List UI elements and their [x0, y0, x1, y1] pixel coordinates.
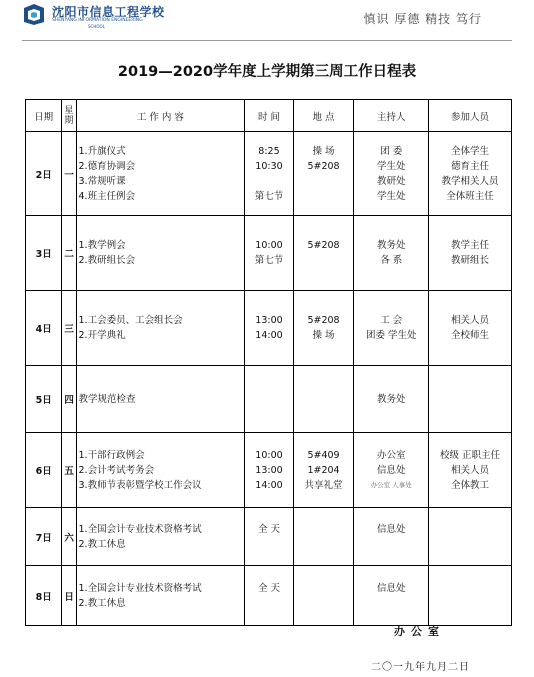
cell-work-line: 2.教工休息	[78, 597, 126, 609]
cell-place-line	[296, 174, 352, 189]
cell-participants-line: 校级 正职主任	[440, 449, 501, 461]
cell-time-line: 全 天	[257, 523, 280, 535]
cell-date: 3日	[26, 216, 62, 291]
cell-host	[354, 132, 429, 216]
cell-week: 三	[62, 291, 76, 366]
table-row	[26, 216, 512, 291]
cell-place-line: 5#208	[307, 160, 340, 172]
cell-time-line: 13:00	[255, 315, 283, 326]
cell-time-line: 13:00	[255, 464, 283, 476]
cell-participants-line: 教研组长	[451, 255, 490, 266]
cell-work-line: 2.开学典礼	[78, 330, 126, 341]
cell-week: 日	[62, 566, 76, 626]
cell-host-line: 学生处	[376, 160, 406, 172]
cell-host	[354, 566, 429, 626]
cell-host	[354, 291, 429, 366]
schedule-table	[25, 99, 512, 626]
cell-participants-line: 相关人员	[451, 315, 490, 326]
cell-time-line	[247, 537, 290, 552]
cell-place	[293, 366, 354, 433]
cell-participants-line	[431, 392, 509, 407]
cell-work	[76, 566, 245, 626]
cell-host-line	[356, 537, 426, 552]
cell-participants-line	[431, 522, 509, 537]
school-name-en: SHENYANG INFORMATION ENGINEERING	[52, 18, 143, 23]
column-header-host: 主持人	[354, 100, 429, 132]
cell-time	[245, 366, 293, 433]
cell-place-line	[296, 392, 352, 407]
table-row	[26, 566, 512, 626]
cell-date: 4日	[26, 291, 62, 366]
column-header-work: 工 作 内 容	[76, 100, 245, 132]
page-header	[0, 0, 534, 40]
cell-work-line: 1.全国会计专业技术资格考试	[78, 523, 202, 535]
cell-time	[245, 132, 293, 216]
cell-date: 7日	[26, 508, 62, 566]
footer-office: 办公室	[394, 625, 445, 638]
cell-participants	[429, 566, 512, 626]
cell-host-line: 信息处	[376, 582, 406, 594]
cell-week: 二	[62, 216, 76, 291]
cell-work	[76, 132, 245, 216]
cell-time-line: 14:00	[255, 330, 283, 341]
cell-place-line: 5#208	[307, 240, 340, 251]
column-header-date: 日期	[26, 100, 62, 132]
cell-week: 六	[62, 508, 76, 566]
footer-date: 二〇一九年九月二日	[371, 662, 470, 673]
cell-place-line	[296, 189, 352, 204]
cell-place	[293, 216, 354, 291]
cell-host-line: 各 系	[380, 255, 403, 266]
cell-place-line	[296, 581, 352, 596]
cell-work-line: 1.干部行政例会	[78, 449, 145, 461]
cell-host-line: 教研处	[376, 175, 406, 187]
cell-time	[245, 291, 293, 366]
cell-participants	[429, 291, 512, 366]
school-motto: 慎识 厚德 精技 笃行	[363, 12, 482, 26]
cell-participants-line: 相关人员	[451, 464, 490, 476]
cell-time-line	[247, 174, 290, 189]
cell-host	[354, 433, 429, 508]
table-row	[26, 508, 512, 566]
cell-participants	[429, 508, 512, 566]
cell-host	[354, 366, 429, 433]
cell-week: 四	[62, 366, 76, 433]
cell-participants-line: 全体班主任	[446, 190, 494, 202]
cell-time	[245, 566, 293, 626]
cell-place	[293, 508, 354, 566]
cell-place	[293, 566, 354, 626]
cell-place	[293, 291, 354, 366]
cell-time-line: 10:00	[255, 240, 283, 251]
cell-time-line: 第七节	[254, 255, 284, 266]
cell-participants-line: 全体学生	[451, 145, 490, 157]
table-row	[26, 291, 512, 366]
cell-time-line: 第七节	[254, 190, 284, 202]
cell-time-line: 8:25	[258, 145, 280, 157]
cell-place-line	[296, 522, 352, 537]
cell-host	[354, 508, 429, 566]
cell-participants-line	[431, 581, 509, 596]
cell-work	[76, 366, 245, 433]
cell-time-line	[247, 392, 290, 407]
cell-participants-line: 全校师生	[451, 330, 490, 341]
cell-host-line: 工 会	[380, 315, 403, 326]
cell-host-line: 教务处	[376, 240, 406, 251]
cell-place	[293, 433, 354, 508]
school-name-cn: 沈阳市信息工程学校	[52, 5, 165, 19]
cell-place-line	[296, 253, 352, 268]
cell-place-line	[296, 596, 352, 611]
cell-host-line: 办公室 人事处	[370, 480, 412, 489]
cell-work-line: 2.德育协调会	[78, 160, 136, 172]
page-title: 2019—2020学年度上学期第三周工作日程表	[117, 64, 417, 80]
table-header-row	[26, 100, 512, 132]
cell-time-line	[247, 596, 290, 611]
column-header-place: 地 点	[293, 100, 354, 132]
cell-host-line	[356, 596, 426, 611]
cell-place-line: 共享礼堂	[304, 479, 343, 491]
cell-host-line: 学生处	[376, 190, 406, 202]
cell-place-line: 1#204	[307, 464, 340, 476]
cell-work-line: 1.工会委员、工会组长会	[78, 315, 183, 326]
cell-host-line: 办公室	[376, 449, 406, 461]
column-header-week: 星期	[62, 100, 76, 132]
cell-work-line: 2.教研组长会	[78, 255, 136, 266]
cell-time-line: 14:00	[255, 479, 283, 491]
school-logo-icon	[22, 2, 46, 26]
column-header-participants: 参加人员	[429, 100, 512, 132]
column-header-time: 时 间	[245, 100, 293, 132]
cell-participants-line: 全体教工	[451, 479, 490, 491]
cell-work-line: 教学规范检查	[78, 393, 136, 405]
school-name-en-2: SCHOOL	[88, 24, 105, 29]
cell-host-line: 教务处	[376, 393, 406, 405]
cell-host	[354, 216, 429, 291]
cell-work-line: 2.会计考试考务会	[78, 464, 155, 476]
cell-time	[245, 508, 293, 566]
cell-place-line: 5#409	[307, 449, 340, 461]
cell-time-line: 全 天	[257, 582, 280, 594]
table-row	[26, 433, 512, 508]
cell-work-line: 2.教工休息	[78, 538, 126, 550]
cell-participants-line: 教学主任	[451, 240, 490, 251]
cell-participants-line	[431, 537, 509, 552]
table-row	[26, 132, 512, 216]
cell-work	[76, 216, 245, 291]
cell-participants	[429, 216, 512, 291]
cell-host-line: 团 委	[380, 145, 403, 157]
cell-work	[76, 291, 245, 366]
cell-participants	[429, 433, 512, 508]
cell-work-line: 1.教学例会	[78, 240, 126, 251]
cell-work-line: 1.升旗仪式	[78, 145, 126, 157]
cell-participants	[429, 132, 512, 216]
cell-work-line: 3.教师节表彰暨学校工作会议	[78, 479, 202, 491]
cell-participants-line: 德育主任	[451, 160, 490, 172]
cell-work-line: 4.班主任例会	[78, 190, 136, 202]
cell-place-line	[296, 537, 352, 552]
cell-participants-line	[431, 596, 509, 611]
cell-work	[76, 433, 245, 508]
cell-participants-line: 教学相关人员	[441, 175, 499, 187]
cell-host-line: 信息处	[376, 464, 406, 476]
cell-date: 6日	[26, 433, 62, 508]
cell-work-line: 3.常规听课	[78, 175, 126, 187]
cell-time-line: 10:00	[255, 449, 283, 461]
cell-place-line: 操 场	[312, 145, 335, 157]
cell-host-line: 团委 学生处	[365, 330, 417, 341]
cell-week: 一	[62, 132, 76, 216]
cell-place-line: 5#208	[307, 315, 340, 326]
cell-date: 2日	[26, 132, 62, 216]
cell-work-line: 1.全国会计专业技术资格考试	[78, 582, 202, 594]
header-divider	[22, 40, 512, 41]
cell-time	[245, 433, 293, 508]
cell-time-line: 10:30	[255, 160, 283, 172]
table-row	[26, 366, 512, 433]
cell-week: 五	[62, 433, 76, 508]
cell-time	[245, 216, 293, 291]
cell-place-line: 操 场	[312, 330, 335, 341]
cell-date: 5日	[26, 366, 62, 433]
cell-date: 8日	[26, 566, 62, 626]
cell-host-line: 信息处	[376, 523, 406, 535]
cell-participants	[429, 366, 512, 433]
cell-place	[293, 132, 354, 216]
cell-work	[76, 508, 245, 566]
